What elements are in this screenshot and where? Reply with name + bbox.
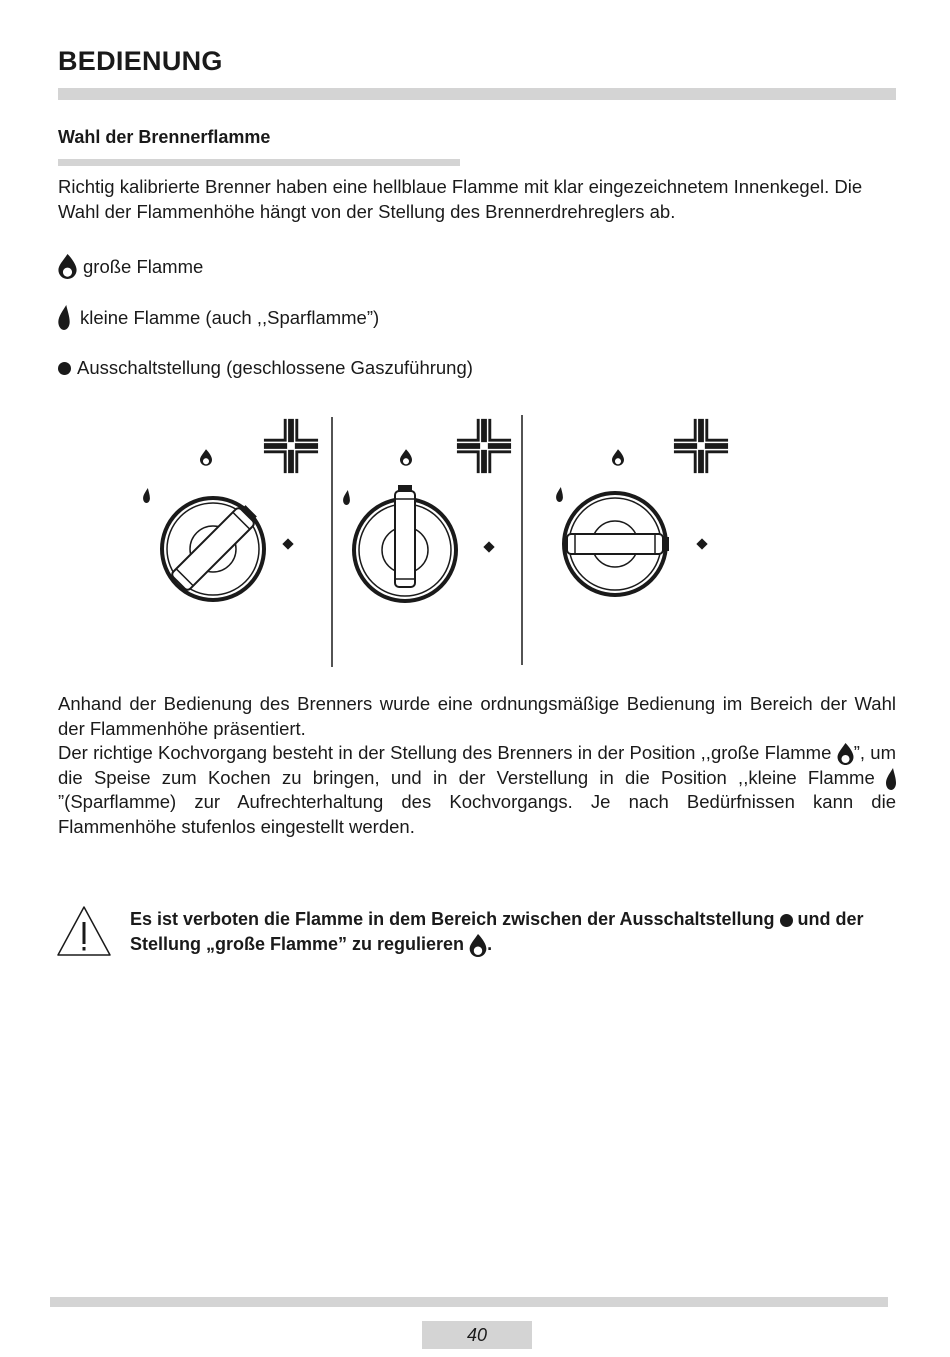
body-paragraph-2-part-1: Der richtige Kochvorgang besteht in der Stellung des Brenners in der Position ,,große Flamme (58, 742, 837, 763)
off-diamond-icon (483, 541, 494, 552)
burner-cross-icon (264, 419, 318, 473)
off-dot-icon (58, 362, 71, 375)
knob-panel-small-flame (143, 419, 318, 600)
body-paragraph-2 (58, 741, 896, 839)
large-flame-icon (400, 449, 412, 466)
subtitle-divider (58, 159, 460, 166)
knob-panel-large-flame (343, 419, 511, 601)
large-flame-icon (837, 743, 854, 765)
footer-divider (50, 1297, 888, 1307)
large-flame-icon (612, 449, 624, 466)
large-flame-icon (200, 449, 212, 466)
legend-label-large-flame: große Flamme (83, 255, 204, 277)
small-flame-icon (58, 305, 70, 330)
subsection-title: Wahl der Brennerflamme (58, 127, 271, 147)
small-flame-icon (556, 487, 563, 502)
intro-paragraph: Richtig kalibrierte Brenner haben eine hellblaue Flamme mit klar eingezeichnetem Innenkegel. Die Wahl der Flammenhöhe hängt von der Stellung des Brennerdrehreglers ab. (58, 176, 863, 222)
control-knob-icon (162, 498, 264, 600)
body-paragraph-1: Anhand der Bedienung des Brenners wurde eine ordnungsmäßige Bedienung im Bereich der Wahl der Flammenhöhe präsentiert. (58, 693, 896, 739)
off-dot-icon (780, 914, 793, 927)
body-paragraph-2-part-2: ”, um die Speise zum Kochen zu bringen, und in der Verstellung in die Position ,,kleine Flamme (58, 742, 896, 788)
section-title: BEDIENUNG (58, 46, 223, 76)
page-number: 40 (422, 1321, 532, 1349)
off-diamond-icon (696, 538, 707, 549)
warning-part-1: Es ist verboten die Flamme in dem Bereich zwischen der Ausschaltstellung (130, 909, 780, 929)
legend-label-small-flame: kleine Flamme (auch ,,Sparflamme”) (80, 306, 380, 328)
burner-cross-icon (674, 419, 728, 473)
control-knob-icon (354, 485, 456, 601)
knob-position-diagram (58, 405, 896, 675)
small-flame-icon (343, 490, 350, 505)
legend-item-large-flame (58, 254, 203, 279)
small-flame-icon (886, 768, 896, 790)
small-flame-icon (143, 488, 150, 503)
burner-cross-icon (457, 419, 511, 473)
knob-panel-off (556, 419, 728, 595)
legend-item-off (58, 356, 473, 380)
warning-part-3: . (487, 934, 493, 954)
legend-label-off: Ausschaltstellung (geschlossene Gaszuführung) (77, 357, 473, 378)
warning-part-2: und der Stellung „große Flamme” zu regulieren (130, 909, 864, 954)
warning-triangle-icon (56, 905, 112, 957)
control-knob-icon (564, 493, 669, 595)
title-divider (58, 88, 896, 100)
off-diamond-icon (282, 538, 293, 549)
body-paragraph-2-part-3: ”(Sparflamme) zur Aufrechterhaltung des Kochvorgangs. Je nach Bedürfnissen kann die Flammenhöhe stufenlos eingestellt werden. (58, 791, 896, 837)
large-flame-icon (58, 254, 77, 279)
large-flame-icon (469, 934, 487, 957)
warning-text (130, 907, 896, 957)
legend-item-small-flame (58, 305, 379, 330)
body-text (58, 692, 896, 839)
